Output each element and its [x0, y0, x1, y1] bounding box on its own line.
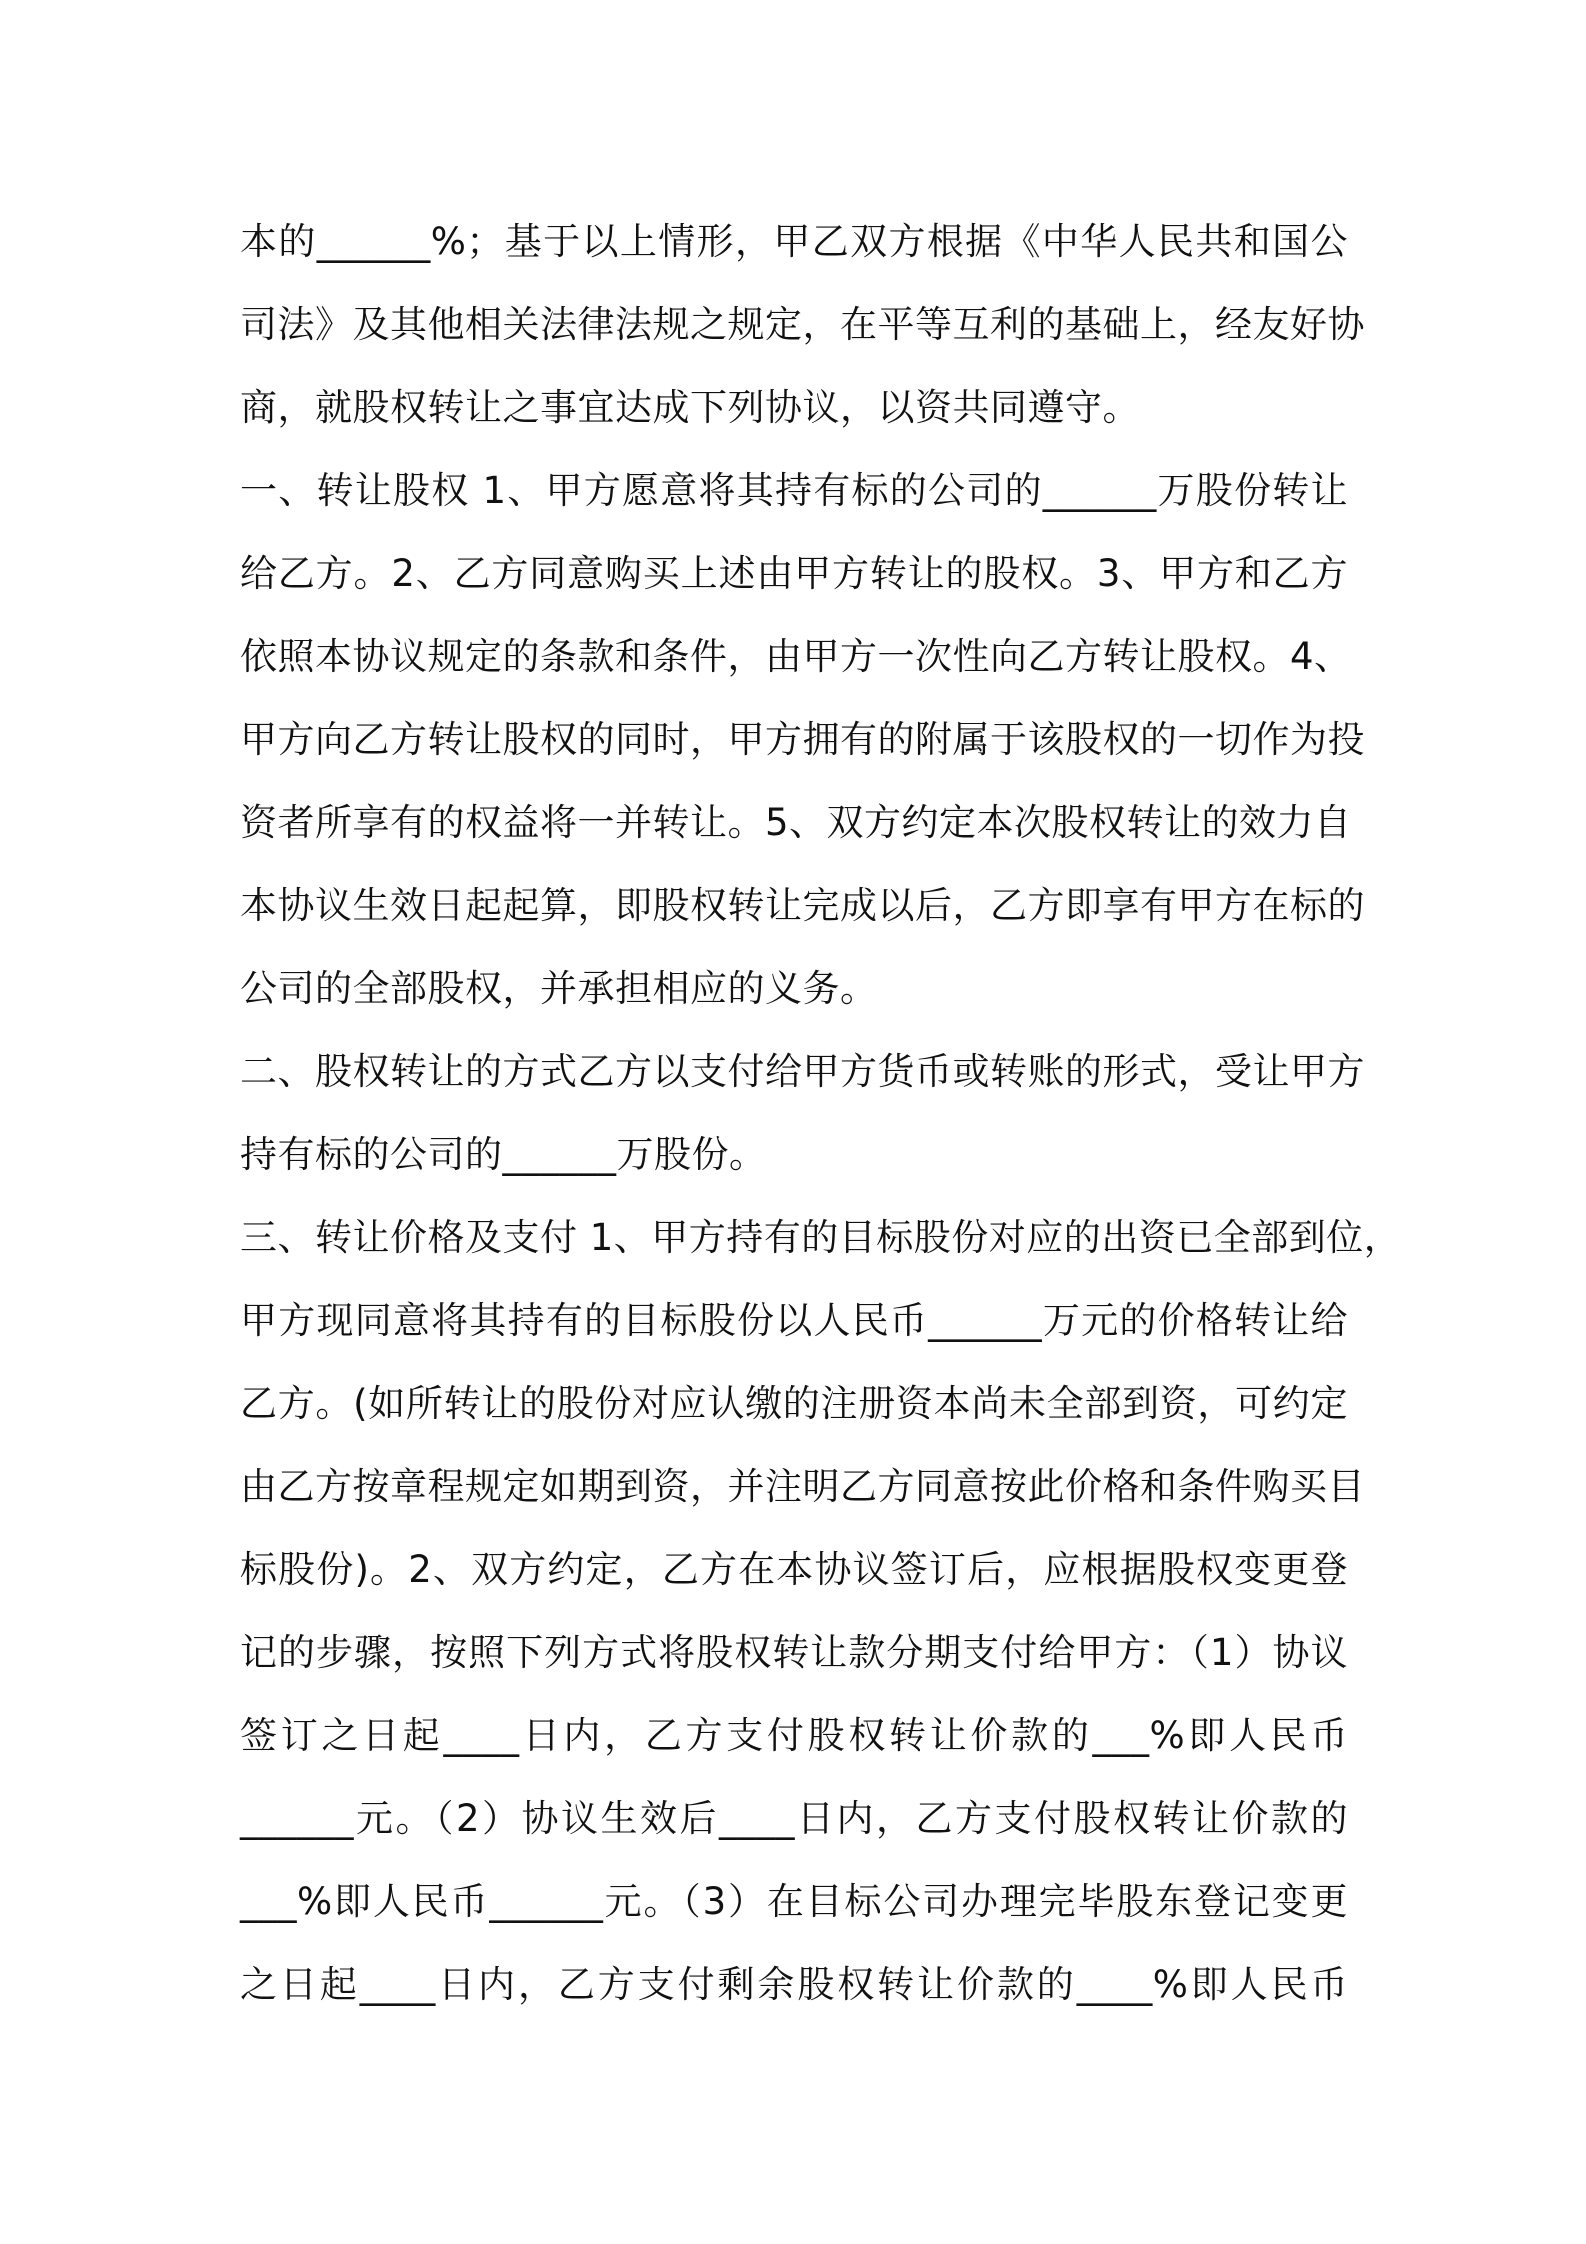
text-line: 由乙方按章程规定如期到资，并注明乙方同意按此价格和条件购买目	[240, 1465, 1365, 1508]
text-line: 给乙方。2、乙方同意购买上述由甲方转让的股权。3、甲方和乙方	[240, 552, 1348, 595]
text-line: 依照本协议规定的条款和条件，由甲方一次性向乙方转让股权。4、	[240, 635, 1352, 678]
paragraph-preamble	[240, 200, 1365, 449]
text-line: 二、股权转让的方式乙方以支付给甲方货币或转账的形式，受让甲方	[240, 1050, 1365, 1093]
text-line: 本协议生效日起起算，即股权转让完成以后，乙方即享有甲方在标的	[240, 884, 1365, 927]
text-line: ___%即人民币______元。（3）在目标公司办理完毕股东登记变更	[240, 1880, 1348, 1923]
text-line: 标股份)。2、双方约定，乙方在本协议签订后，应根据股权变更登	[240, 1548, 1348, 1591]
text-line: 记的步骤，按照下列方式将股权转让款分期支付给甲方：（1）协议	[240, 1631, 1348, 1674]
text-line: 一、转让股权 1、甲方愿意将其持有标的公司的______万股份转让	[240, 469, 1348, 512]
text-line: 持有标的公司的______万股份。	[240, 1133, 767, 1176]
text-line: ______元。（2）协议生效后____日内，乙方支付股权转让价款的	[240, 1797, 1348, 1840]
document-body	[240, 200, 1402, 2026]
paragraph-section-3	[240, 1196, 1402, 2026]
text-line: 乙方。(如所转让的股份对应认缴的注册资本尚未全部到资，可约定	[240, 1382, 1348, 1425]
text-line: 三、转让价格及支付 1、甲方持有的目标股份对应的出资已全部到位，	[240, 1216, 1402, 1259]
paragraph-section-1	[240, 449, 1365, 1030]
text-line: 签订之日起____日内，乙方支付股权转让价款的___%即人民币	[240, 1714, 1348, 1757]
text-line: 本的______%；基于以上情形，甲乙双方根据《中华人民共和国公	[240, 220, 1348, 263]
text-line: 商，就股权转让之事宜达成下列协议，以资共同遵守。	[240, 386, 1140, 429]
text-line: 之日起____日内，乙方支付剩余股权转让价款的____%即人民币	[240, 1963, 1348, 2006]
paragraph-section-2	[240, 1030, 1365, 1196]
text-line: 公司的全部股权，并承担相应的义务。	[240, 967, 878, 1010]
text-line: 资者所享有的权益将一并转让。5、双方约定本次股权转让的效力自	[240, 801, 1352, 844]
text-line: 甲方向乙方转让股权的同时，甲方拥有的附属于该股权的一切作为投	[240, 718, 1365, 761]
text-line: 司法》及其他相关法律法规之规定，在平等互利的基础上，经友好协	[240, 303, 1365, 346]
text-line: 甲方现同意将其持有的目标股份以人民币______万元的价格转让给	[240, 1299, 1348, 1342]
